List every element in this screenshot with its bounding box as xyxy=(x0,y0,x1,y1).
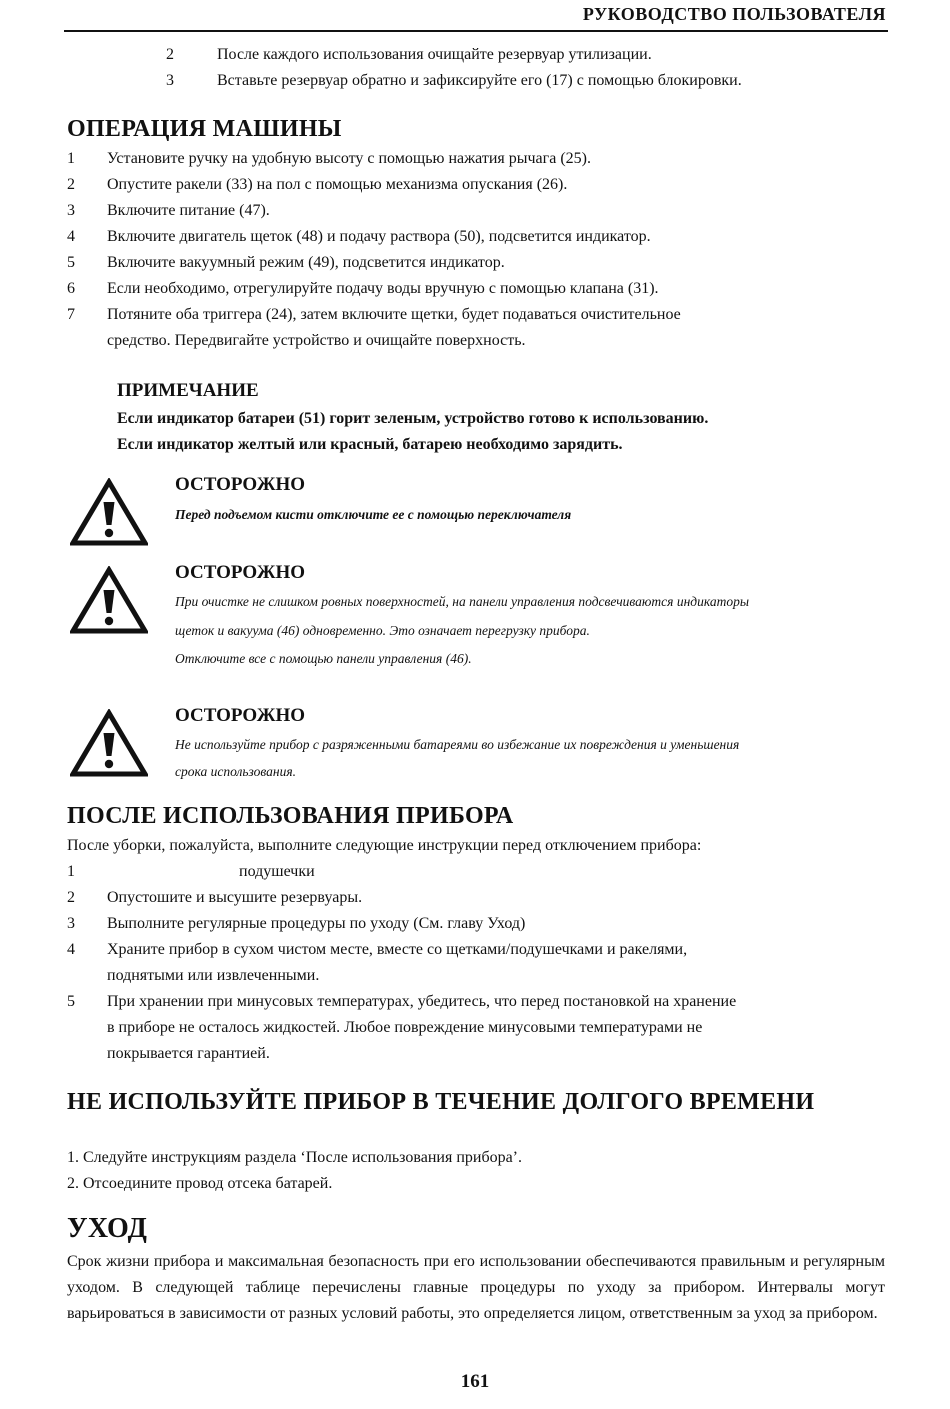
list-item-text-continued: средство. Передвигайте устройство и очищайте поверхность. xyxy=(107,332,526,349)
list-item-number: 7 xyxy=(67,306,75,323)
warning-triangle-icon xyxy=(70,709,148,777)
section-title-care: УХОД xyxy=(67,1213,148,1244)
list-item-text: Опустошите и высушите резервуары. xyxy=(107,889,363,906)
list-item-number: 2 xyxy=(166,46,174,63)
warning-text: При очистке не слишком ровных поверхностей, на панели управления подсвечиваются индикаторы xyxy=(175,594,749,609)
list-item-text-continued: в приборе не осталось жидкостей. Любое повреждение минусовыми температурами не xyxy=(107,1019,703,1036)
list-item-number: 3 xyxy=(166,72,174,89)
note-line: Если индикатор желтый или красный, батарею необходимо зарядить. xyxy=(117,436,623,453)
warning-title: ОСТОРОЖНО xyxy=(175,562,306,583)
list-item-number: 4 xyxy=(67,941,75,958)
section-title-operation: ОПЕРАЦИЯ МАШИНЫ xyxy=(67,116,342,142)
list-item-text-continued: покрывается гарантией. xyxy=(107,1045,270,1062)
list-item-number: 4 xyxy=(67,228,75,245)
warning-text: щеток и вакуума (46) одновременно. Это означает перегрузку прибора. xyxy=(175,623,590,638)
list-item-number: 2 xyxy=(67,176,75,193)
list-item-text: Включите питание (47). xyxy=(107,202,270,219)
storage-step: 2. Отсоедините провод отсека батарей. xyxy=(67,1175,333,1192)
list-item-text: Установите ручку на удобную высоту с помощью нажатия рычага (25). xyxy=(107,150,591,167)
list-item-text: Опустите ракели (33) на пол с помощью механизма опускания (26). xyxy=(107,176,568,193)
header-title: РУКОВОДСТВО ПОЛЬЗОВАТЕЛЯ xyxy=(582,4,886,24)
note-line: Если индикатор батареи (51) горит зеленым, устройство готово к использованию. xyxy=(117,410,709,427)
list-item-text: Храните прибор в сухом чистом месте, вместе со щетками/подушечками и ракелями, xyxy=(107,941,688,958)
warning-text: срока использования. xyxy=(175,764,296,779)
list-item-text: подушечки xyxy=(239,863,315,880)
list-item-text: После каждого использования очищайте резервуар утилизации. xyxy=(217,46,652,63)
storage-step: 1. Следуйте инструкциям раздела ‘После использования прибора’. xyxy=(67,1149,523,1166)
list-item-text: Потяните оба триггера (24), затем включите щетки, будет подаваться очистительное xyxy=(107,306,681,323)
list-item-text: Вставьте резервуар обратно и зафиксируйте его (17) с помощью блокировки. xyxy=(217,72,742,89)
warning-text: Не используйте прибор с разряженными батареями во избежание их повреждения и уменьшения xyxy=(175,737,740,752)
list-item-text: При хранении при минусовых температурах, убедитесь, что перед постановкой на хранение xyxy=(107,993,737,1010)
list-item-text: Выполните регулярные процедуры по уходу (См. главу Уход) xyxy=(107,915,526,932)
warning-title: ОСТОРОЖНО xyxy=(175,474,306,495)
list-item-text-continued: поднятыми или извлеченными. xyxy=(107,967,320,984)
list-item-number: 5 xyxy=(67,254,75,271)
warning-text: Отключите все с помощью панели управления (46). xyxy=(175,651,472,666)
list-item-number: 1 xyxy=(67,150,75,167)
list-item-number: 6 xyxy=(67,280,75,297)
list-item-text: Если необходимо, отрегулируйте подачу воды вручную с помощью клапана (31). xyxy=(107,280,659,297)
list-item-number: 3 xyxy=(67,202,75,219)
section-title-after-use: ПОСЛЕ ИСПОЛЬЗОВАНИЯ ПРИБОРА xyxy=(67,803,514,829)
warning-triangle-icon xyxy=(70,566,148,634)
list-item-text: Включите двигатель щеток (48) и подачу раствора (50), подсветится индикатор. xyxy=(107,228,651,245)
warning-title: ОСТОРОЖНО xyxy=(175,705,306,726)
list-item-number: 5 xyxy=(67,993,75,1010)
list-item-number: 2 xyxy=(67,889,75,906)
note-title: ПРИМЕЧАНИЕ xyxy=(117,380,259,401)
warning-triangle-icon xyxy=(70,478,148,546)
list-item-number: 1 xyxy=(67,863,75,880)
section-intro: После уборки, пожалуйста, выполните следующие инструкции перед отключением прибора: xyxy=(67,837,702,854)
header-divider xyxy=(64,30,888,32)
section-title-long-storage: НЕ ИСПОЛЬЗУЙТЕ ПРИБОР В ТЕЧЕНИЕ ДОЛГОГО ВРЕМЕНИ xyxy=(67,1089,815,1115)
care-paragraph: Срок жизни прибора и максимальная безопасность при его использовании обеспечиваются правильным и регулярным уходом. В следующей таблице перечислены главные процедуры по уходу за прибором. Интервалы могут варьироваться в зависимости от разных условий работы, это определяется лицом, ответственным за уход за прибором. xyxy=(67,1253,885,1322)
list-item-number: 3 xyxy=(67,915,75,932)
list-item-text: Включите вакуумный режим (49), подсветится индикатор. xyxy=(107,254,505,271)
page-number: 161 xyxy=(460,1371,490,1392)
warning-text: Перед подъемом кисти отключите ее с помощью переключателя xyxy=(175,507,572,522)
